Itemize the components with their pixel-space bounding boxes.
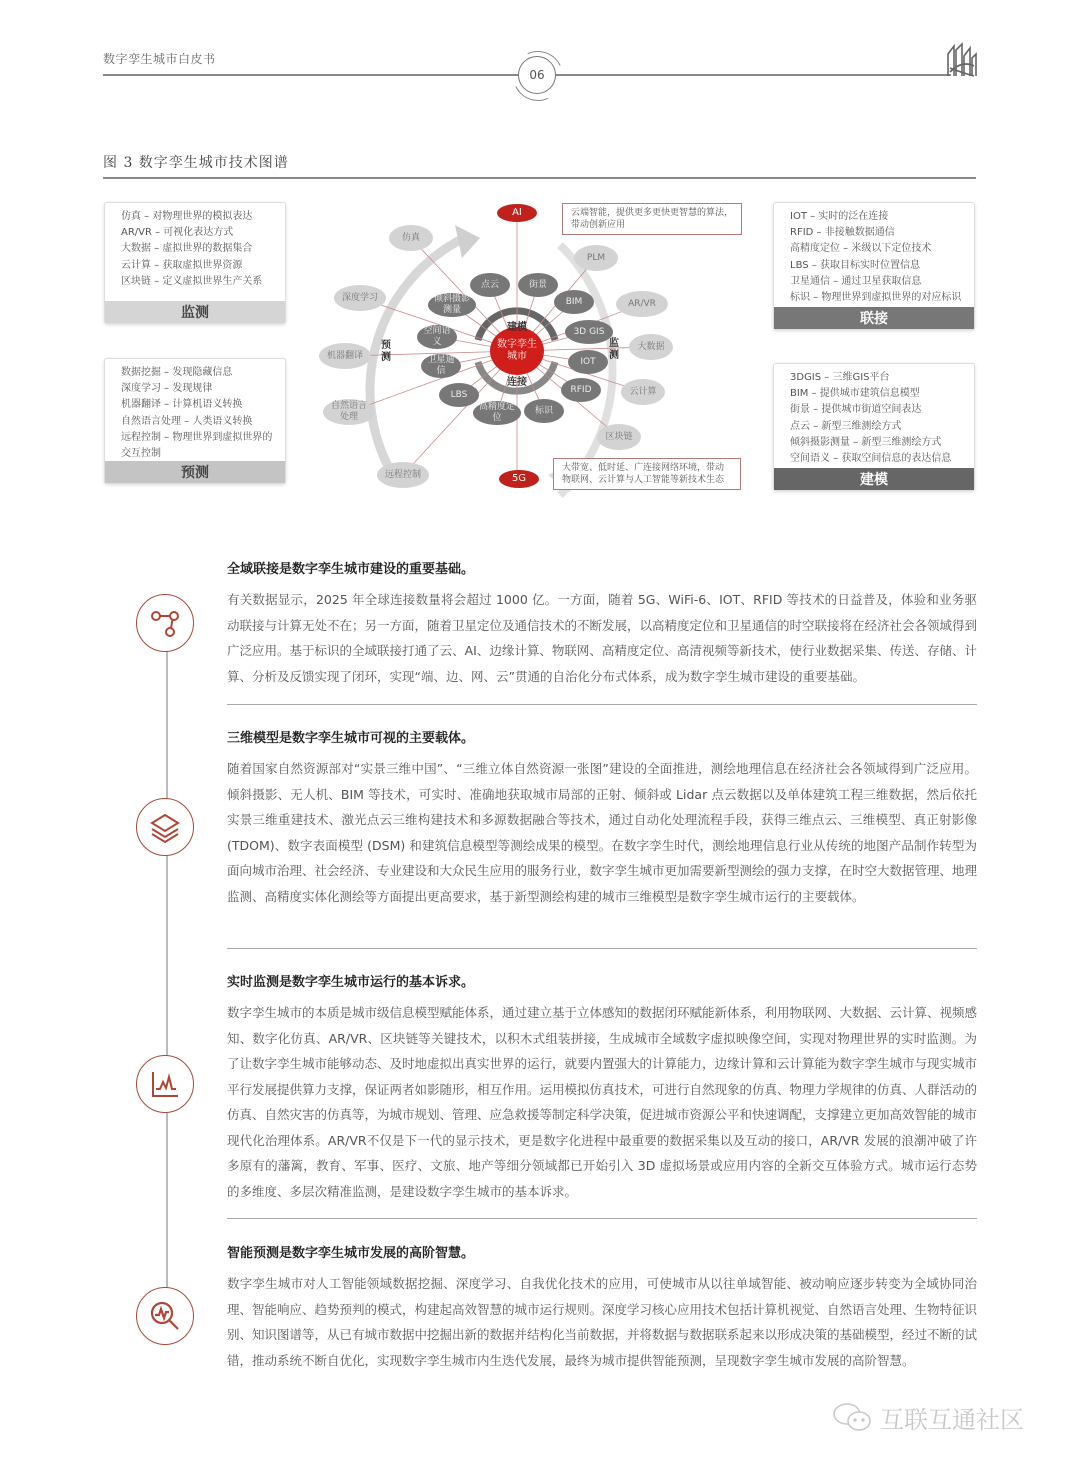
connect-item: 标识 – 物理世界到虚拟世界的对应标识: [790, 292, 962, 304]
inner-node-label: 高精度定位: [479, 402, 516, 423]
5g-node-label: 5G: [511, 473, 527, 484]
outer-node-label: 云计算: [629, 386, 657, 397]
outer-node-label: AR/VR: [628, 298, 656, 309]
section-body: 有关数据显示，2025 年全球连接数量将会超过 1000 亿。一方面，随着 5G、WiFi-6、IOT、RFID 等技术的日益普及，体验和业务驱动联接与计算无处不在；另一方面，随着卫星定位及通信技术的不断发展，以高精度定位和卫星通信的时空联接将在经济社会各领域得到广泛应用。基于标识的全域联接打通了云、AI、边缘计算、物联网、高精度定位、高清视频等新技术，使行业数据采集、传送、存储、计算、分析及反馈实现了闭环，实现“端、边、网、云”贯通的自治化分布式体系，成为数字孪生城市建设的重要基础。: [227, 592, 978, 684]
outer-node-label: 仿真: [401, 232, 420, 243]
watermark: [832, 1400, 1024, 1435]
outer-node-label: 区块链: [605, 431, 633, 442]
model-items: [774, 364, 974, 471]
connect-item: RFID – 非接触数据通信: [790, 227, 895, 239]
monitor-items: [105, 203, 285, 294]
outer-arc-arrow-top: [455, 225, 480, 258]
inner-node-label: 街景: [528, 279, 547, 290]
ai-callout: 云端智能，提供更多更快更智慧的算法，带动创新应用: [562, 203, 742, 235]
section-heading: 全域联接是数字孪生城市建设的重要基础。: [227, 562, 475, 577]
monitor-item: 大数据 – 虚拟世界的数据集合: [121, 243, 253, 255]
connect-box-title: 联接: [774, 307, 974, 329]
search-analytics-icon: [136, 1287, 194, 1345]
outer-node-label: 机器翻译: [326, 350, 363, 361]
predict-item: 深度学习 – 发现规律: [121, 383, 213, 395]
inner-node-label: 点云: [480, 279, 499, 290]
section-heading: 实时监测是数字孪生城市运行的基本诉求。: [227, 975, 475, 990]
model-box-title: 建模: [774, 468, 974, 490]
network-icon: [136, 594, 194, 652]
monitor-item: 仿真 – 对物理世界的模拟表达: [121, 211, 253, 222]
inner-node-label: IOT: [580, 356, 596, 367]
predict-box-title: 预测: [105, 461, 285, 483]
predict-item: 数据挖掘 – 发现隐藏信息: [121, 367, 233, 378]
outer-node-label: 大数据: [637, 341, 665, 352]
ai-node-label: AI: [512, 207, 522, 218]
inner-node-label: LBS: [450, 389, 468, 400]
section-divider: [227, 948, 977, 949]
section-intelligent-prediction: [227, 1242, 977, 1373]
monitor-item: 云计算 – 获取虚拟世界资源: [121, 259, 243, 271]
monitor-box: [104, 202, 286, 324]
model-item: 街景 – 提供城市街道空间表达: [790, 404, 922, 416]
predict-item: 远程控制 – 物理世界到虚拟世界的交互控制: [121, 431, 273, 460]
predict-item: 机器翻译 – 计算机语义转换: [121, 399, 243, 411]
inner-node-label: 倾斜摄影测量: [434, 294, 471, 315]
connect-items: [774, 203, 974, 310]
connect-item: IOT – 实时的泛在连接: [790, 211, 889, 222]
section-divider: [227, 1218, 977, 1219]
monitor-item: 区块链 – 定义虚拟世界生产关系: [121, 275, 263, 287]
model-box: [773, 363, 975, 491]
section-realtime-monitoring: [227, 971, 977, 1204]
outer-node-label: PLM: [586, 252, 606, 263]
line-chart-icon: [136, 1055, 194, 1113]
predict-item: 自然语言处理 – 人类语义转换: [121, 415, 253, 427]
center-node-label: 数字孪生城市: [497, 339, 537, 362]
inner-node-label: RFID: [570, 384, 592, 395]
inner-node-label: BIM: [565, 296, 583, 307]
model-item: 空间语义 – 获取空间信息的表达信息: [790, 453, 952, 465]
watermark-text: 互联互通社区: [880, 1406, 1024, 1434]
section-body: 数字孪生城市的本质是城市级信息模型赋能体系，通过建立基于立体感知的数据闭环赋能新体系，利用物联网、大数据、云计算、视频感知、数字化仿真、AR/VR、区块链等关键技术，以积木式组装拼接，生成城市全域数字虚拟映像空间，实现对物理世界的实时监测。为了让数字孪生城市能够动态、及时地虚拟出真实世界的运行，就要内置强大的计算能力，边缘计算和云计算能为数字孪生城市与现实城市平行发展提供算力支撑，保证两者如影随形，相互作用。运用模拟仿真技术，可进行自然现象的仿真、物理力学规律的仿真、人群活动的仿真、自然灾害的仿真等，为城市规划、管理、应急救援等制定科学决策，促进城市资源公平和快速调配，支撑建立更加高效智能的城市现代化治理体系。AR/VR不仅是下一代的显示技术，更是数字化进程中最重要的数据采集以及互动的接口，AR/VR 发展的浪潮冲破了许多原有的藩篱，教育、军事、医疗、文旅、地产等细分领域都已开始引入 3D 虚拟场景或应用内容的全新交互体验方式。城市运行态势的多维度、多层次精准监测，是建设数字孪生城市的基本诉求。: [227, 1005, 978, 1199]
connect-item: 卫星通信 – 通过卫星获取信息: [790, 275, 922, 287]
predict-box: [104, 358, 286, 484]
section-body: 随着国家自然资源部对“实景三维中国”、“三维立体自然资源一张图”建设的全面推进，测绘地理信息在经济社会各领域得到广泛应用。倾斜摄影、无人机、BIM 等技术，可实时、准确地获取城市局部的正射、倾斜或 Lidar 点云数据以及单体建筑工程三维数据，然后依托实景三维重建技术、激光点云三维构建技术和多源数据融合等技术，通过自动化处理流程手段，获得三维点云、三维模型、真正射影像 (TDOM)、数字表面模型 (DSM) 和建筑信息模型等测绘成果的模型。在数字孪生时代，测绘地理信息行业从传统的地图产品制作转型为面向城市治理、社会经济、专业建设和大众民生应用的服务行业，数字孪生城市更加需要新型测绘的强力支撑，在时空大数据管理、地理监测、高精度实体化测绘等方面提出更高要求，基于新型测绘构建的城市三维模型是数字孪生城市运行的主要载体。: [227, 761, 978, 904]
ring-label-connecting: 连接: [507, 377, 527, 388]
monitor-box-title: 监测: [105, 301, 285, 323]
ring-label-modeling: 建模: [507, 322, 527, 333]
model-item: 点云 – 新型三维测绘方式: [790, 420, 902, 432]
outer-node-label: 自然语言处理: [330, 401, 367, 422]
inner-node-label: 标识: [534, 405, 553, 416]
connect-box: [773, 202, 975, 330]
section-3d-model: [227, 727, 977, 909]
section-body: 数字孪生城市对人工智能领域数据挖掘、深度学习、自我优化技术的应用，可使城市从以往单域智能、被动响应逐步转变为全域协同治理、智能响应、趋势预判的模式，构建起高效智慧的城市运行规则。深度学习核心应用技术包括计算机视觉、自然语言处理、生物特征识别、知识图谱等，从已有城市数据中挖掘出新的数据并结构化当前数据，并将数据与数据联系起来以形成决策的基础模型，经过不断的试错，推动系统不断自优化，实现数字孪生城市内生迭代发展，最终为城市提供智能预测，呈现数字孪生城市发展的高阶智慧。: [227, 1276, 978, 1368]
layers-icon: [136, 798, 194, 856]
connect-item: LBS – 获取目标实时位置信息: [790, 259, 920, 271]
section-connectivity: [227, 558, 977, 689]
predict-items: [105, 359, 285, 466]
monitor-item: AR/VR – 可视化表达方式: [121, 227, 234, 239]
ring-label-monitoring: 监测: [609, 338, 619, 361]
figure-caption: 图 3 数字孪生城市技术图谱: [103, 155, 289, 171]
inner-node-label: 3D GIS: [573, 326, 605, 337]
5g-callout: 大带宽、低时延、广连接网络环境，带动物联网、云计算与人工智能等新技术生态: [553, 458, 741, 490]
section-heading: 三维模型是数字孪生城市可视的主要载体。: [227, 731, 475, 746]
section-heading: 智能预测是数字孪生城市发展的高阶智慧。: [227, 1246, 475, 1261]
inner-node-label: 空间语义: [423, 326, 451, 347]
inner-node-label: 卫星通信: [427, 355, 455, 376]
model-item: 3DGIS – 三维GIS平台: [790, 372, 890, 383]
page-number: 06: [529, 68, 545, 82]
section-divider: [227, 704, 977, 705]
model-item: 倾斜摄影测量 – 新型三维测绘方式: [790, 436, 942, 448]
outer-node-label: 远程控制: [384, 469, 421, 480]
outer-node-label: 深度学习: [341, 292, 378, 303]
wechat-icon: [832, 1402, 872, 1434]
ring-label-predicting: 预测: [381, 340, 391, 363]
model-item: BIM – 提供城市建筑信息模型: [790, 388, 920, 400]
connect-item: 高精度定位 – 米级以下定位技术: [790, 243, 932, 255]
section-timeline: [166, 640, 168, 1300]
document-title: 数字孪生城市白皮书: [103, 52, 216, 66]
